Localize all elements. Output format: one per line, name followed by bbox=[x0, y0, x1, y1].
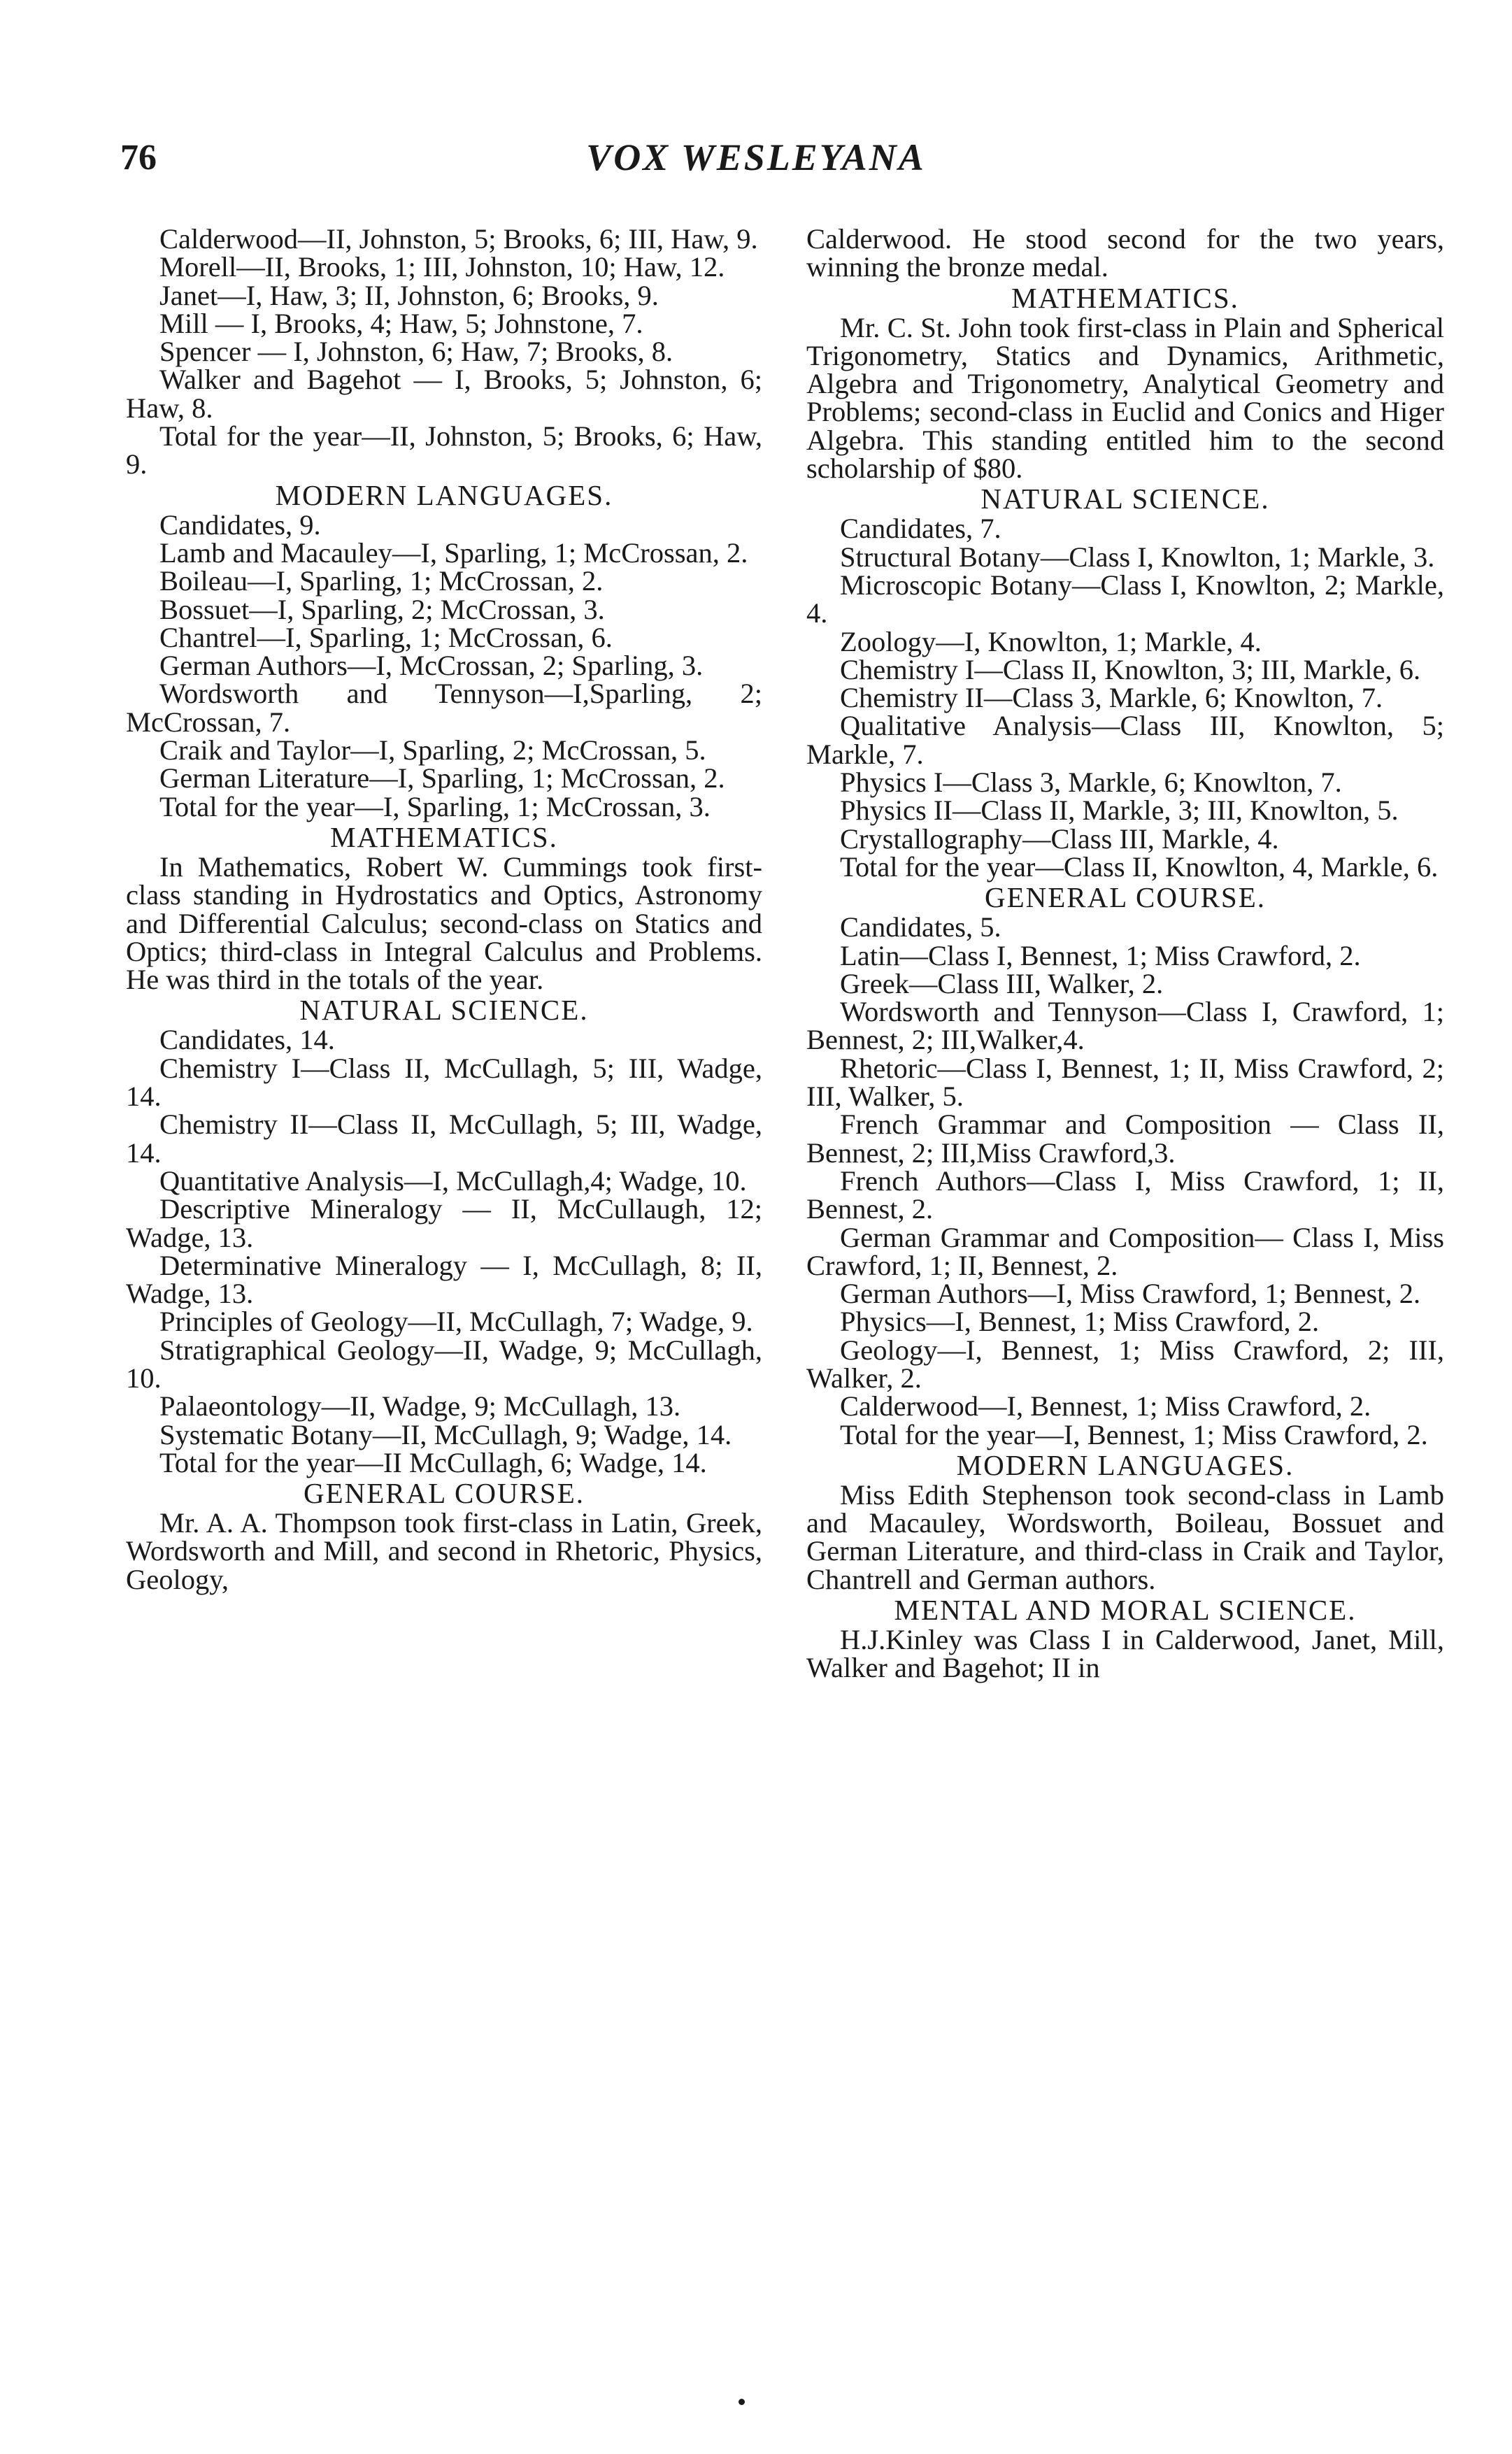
section-heading: GENERAL COURSE. bbox=[984, 881, 1267, 914]
paragraph: Walker and Bagehot — I, Brooks, 5; Johnston, 6; Haw, 8. bbox=[126, 364, 762, 424]
paragraph: Chemistry II—Class II, McCullagh, 5; III, Wadge, 14. bbox=[126, 1108, 762, 1169]
paragraph: Rhetoric—Class I, Bennest, 1; II, Miss Crawford, 2; III, Walker, 5. bbox=[806, 1052, 1444, 1113]
paragraph: Boileau—I, Sparling, 1; McCrossan, 2. bbox=[159, 565, 604, 597]
paragraph: French Authors—Class I, Miss Crawford, 1; II, Bennest, 2. bbox=[806, 1164, 1444, 1225]
paragraph: Mr. A. A. Thompson took first-class in Latin, Greek, Wordsworth and Mill, and second in Rhetoric, Physics, Geology, bbox=[126, 1507, 762, 1595]
paragraph: German Grammar and Composition— Class I, Miss Crawford, 1; II, Bennest, 2. bbox=[806, 1221, 1444, 1281]
paragraph: Chantrel—I, Sparling, 1; McCrossan, 6. bbox=[159, 621, 613, 653]
paragraph: Wordsworth and Tennyson—I,Sparling, 2; McCrossan, 7. bbox=[126, 678, 762, 738]
paragraph: Calderwood. He stood second for the two years, winning the bronze medal. bbox=[806, 223, 1444, 283]
paragraph: Candidates, 9. bbox=[159, 508, 321, 541]
paragraph: Miss Edith Stephenson took second-class in Lamb and Macauley, Wordsworth, Boileau, Bossuet and German Literature, and third-class in Craik and Taylor, Chantrell and German authors. bbox=[806, 1478, 1444, 1595]
left-column bbox=[126, 225, 762, 1594]
paragraph: Calderwood—I, Bennest, 1; Miss Crawford, 2. bbox=[840, 1390, 1371, 1422]
section-heading: MATHEMATICS. bbox=[330, 820, 558, 853]
paragraph: Palaeontology—II, Wadge, 9; McCullagh, 13. bbox=[159, 1390, 681, 1422]
paragraph: Candidates, 14. bbox=[159, 1024, 335, 1056]
paragraph: Spencer — I, Johnston, 6; Haw, 7; Brooks, 8. bbox=[159, 336, 673, 368]
paragraph: Physics—I, Bennest, 1; Miss Crawford, 2. bbox=[840, 1306, 1320, 1338]
paragraph: Craik and Taylor—I, Sparling, 2; McCrossan, 5. bbox=[159, 734, 706, 766]
section-heading: MATHEMATICS. bbox=[1011, 281, 1239, 314]
paragraph: Zoology—I, Knowlton, 1; Markle, 4. bbox=[840, 625, 1262, 657]
paragraph: Crystallography—Class III, Markle, 4. bbox=[840, 822, 1279, 855]
paragraph: Total for the year—I, Sparling, 1; McCrossan, 3. bbox=[159, 790, 711, 822]
paragraph: Candidates, 7. bbox=[840, 513, 1001, 545]
section-heading: GENERAL COURSE. bbox=[303, 1477, 585, 1510]
right-column bbox=[806, 225, 1444, 1683]
paragraph: German Authors—I, McCrossan, 2; Sparling, 3. bbox=[159, 650, 704, 682]
paragraph: H.J.Kinley was Class I in Calderwood, Janet, Mill, Walker and Bagehot; II in bbox=[806, 1624, 1444, 1684]
paragraph: Latin—Class I, Bennest, 1; Miss Crawford, 2. bbox=[840, 939, 1361, 971]
paragraph: In Mathematics, Robert W. Cummings took first-class standing in Hydrostatics and Optics, Astronomy and Differential Calculus; second-class on Statics and Optics; third-class in Integral Calculus and Problems. He was third in the totals of the year. bbox=[126, 850, 762, 996]
running-title: VOX WESLEYANA bbox=[586, 136, 926, 178]
paragraph: Bossuet—I, Sparling, 2; McCrossan, 3. bbox=[159, 593, 605, 625]
paragraph: Total for the year—I, Bennest, 1; Miss Crawford, 2. bbox=[840, 1418, 1428, 1450]
paragraph: Mill — I, Brooks, 4; Haw, 5; Johnstone, 7. bbox=[159, 307, 643, 339]
section-heading: MODERN LANGUAGES. bbox=[956, 1448, 1295, 1481]
paragraph: Principles of Geology—II, McCullagh, 7; Wadge, 9. bbox=[159, 1306, 753, 1338]
section-heading: NATURAL SCIENCE. bbox=[299, 994, 589, 1027]
paragraph: Mr. C. St. John took first-class in Plain and Spherical Trigonometry, Statics and Dynamics, Arithmetic, Algebra and Trigonometry, Analytical Geometry and Problems; second-class in Euclid and Conics and Higer Algebra. This standing entitled him to the second scholarship of $80. bbox=[806, 311, 1444, 485]
paragraph: Stratigraphical Geology—II, Wadge, 9; McCullagh, 10. bbox=[126, 1334, 762, 1394]
paragraph: Chemistry I—Class II, Knowlton, 3; III, Markle, 6. bbox=[840, 653, 1421, 685]
paragraph: Quantitative Analysis—I, McCullagh,4; Wadge, 10. bbox=[159, 1164, 747, 1197]
paragraph: Total for the year—II, Johnston, 5; Brooks, 6; Haw, 9. bbox=[126, 420, 762, 480]
paragraph: Physics I—Class 3, Markle, 6; Knowlton, 7. bbox=[840, 766, 1342, 799]
paragraph: Qualitative Analysis—Class III, Knowlton, 5; Markle, 7. bbox=[806, 710, 1444, 770]
paragraph: Chemistry II—Class 3, Markle, 6; Knowlton, 7. bbox=[840, 682, 1383, 714]
section-heading: MODERN LANGUAGES. bbox=[275, 478, 613, 511]
paragraph: Determinative Mineralogy — I, McCullagh, 8; II, Wadge, 13. bbox=[126, 1249, 762, 1310]
paragraph: German Literature—I, Sparling, 1; McCrossan, 2. bbox=[159, 762, 725, 794]
paragraph: Physics II—Class II, Markle, 3; III, Knowlton, 5. bbox=[840, 794, 1399, 827]
paragraph: Structural Botany—Class I, Knowlton, 1; Markle, 3. bbox=[840, 541, 1435, 573]
paragraph: Microscopic Botany—Class I, Knowlton, 2; Markle, 4. bbox=[806, 569, 1444, 629]
paragraph: Geology—I, Bennest, 1; Miss Crawford, 2; III, Walker, 2. bbox=[806, 1334, 1444, 1394]
paragraph: Total for the year—Class II, Knowlton, 4, Markle, 6. bbox=[840, 850, 1439, 883]
paragraph: Chemistry I—Class II, McCullagh, 5; III, Wadge, 14. bbox=[126, 1052, 762, 1113]
paragraph: German Authors—I, Miss Crawford, 1; Bennest, 2. bbox=[840, 1278, 1421, 1310]
paragraph: Candidates, 5. bbox=[840, 911, 1001, 943]
section-heading: MENTAL AND MORAL SCIENCE. bbox=[894, 1594, 1357, 1627]
paragraph: Janet—I, Haw, 3; II, Johnston, 6; Brooks, 9. bbox=[159, 279, 659, 311]
printer-mark bbox=[739, 2399, 745, 2405]
paragraph: Systematic Botany—II, McCullagh, 9; Wadge, 14. bbox=[159, 1418, 732, 1450]
paragraph: Lamb and Macauley—I, Sparling, 1; McCrossan, 2. bbox=[159, 536, 748, 569]
paragraph: Morell—II, Brooks, 1; III, Johnston, 10; Haw, 12. bbox=[159, 251, 725, 283]
page-number: 76 bbox=[120, 138, 157, 178]
paragraph: Calderwood—II, Johnston, 5; Brooks, 6; III, Haw, 9. bbox=[159, 223, 758, 255]
paragraph: Wordsworth and Tennyson—Class I, Crawford, 1; Bennest, 2; III,Walker,4. bbox=[806, 996, 1444, 1056]
section-heading: NATURAL SCIENCE. bbox=[980, 483, 1270, 515]
paragraph: French Grammar and Composition — Class II, Bennest, 2; III,Miss Crawford,3. bbox=[806, 1108, 1444, 1169]
paragraph: Greek—Class III, Walker, 2. bbox=[840, 967, 1164, 999]
paragraph: Descriptive Mineralogy — II, McCullaugh, 12; Wadge, 13. bbox=[126, 1193, 762, 1253]
paragraph: Total for the year—II McCullagh, 6; Wadge, 14. bbox=[159, 1446, 707, 1478]
